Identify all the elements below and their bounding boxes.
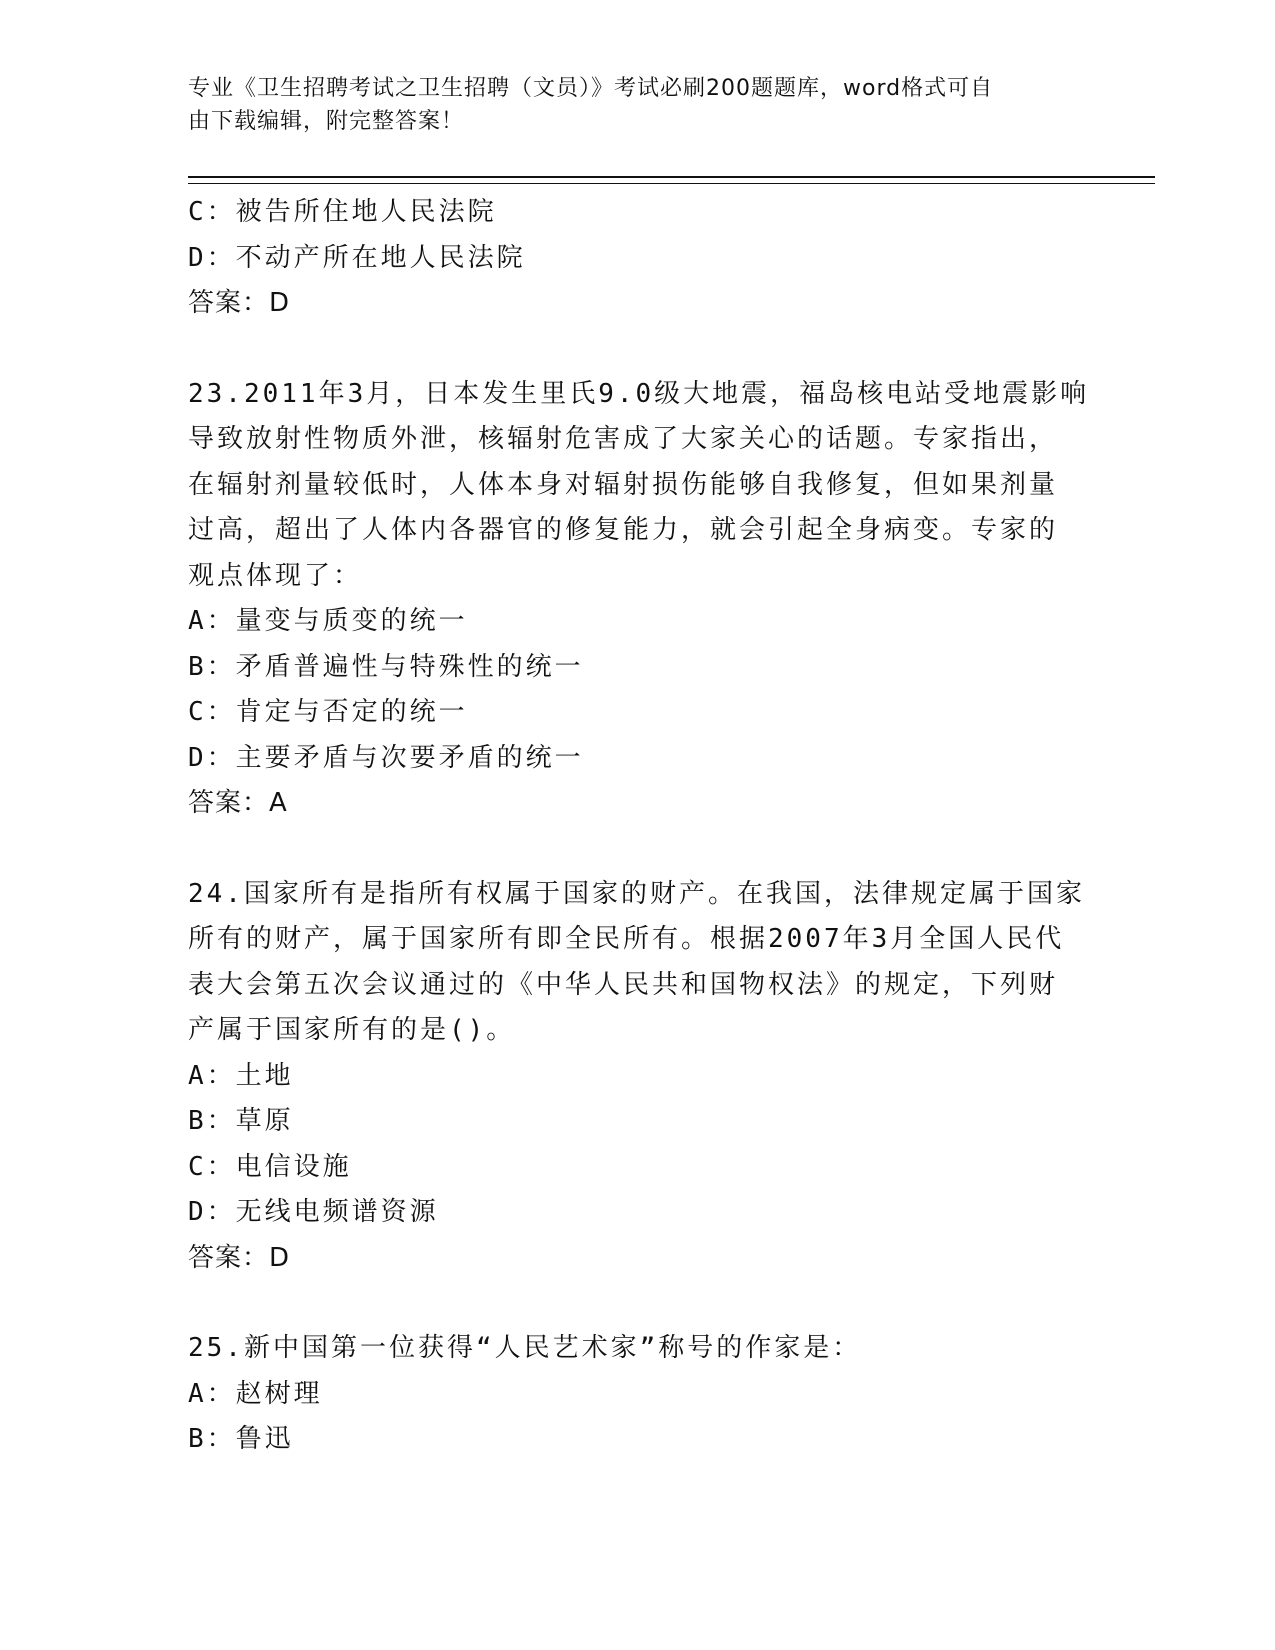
option-c: C：被告所住地人民法院 [188, 197, 497, 227]
document-header [188, 72, 1068, 138]
header-divider-thick [188, 176, 1155, 178]
question-25-option-a: A：赵树理 [188, 1378, 323, 1409]
question-24-answer: 答案：D [188, 1242, 291, 1273]
question-24-stem-line: 表大会第五次会议通过的《中华人民共和国物权法》的规定，下列财 [188, 969, 1059, 1000]
answer-line: 答案：D [188, 288, 291, 318]
spacer [188, 327, 1088, 372]
question-23-stem-line: 过高，超出了人体内各器官的修复能力，就会引起全身病变。专家的 [188, 515, 1059, 545]
question-content [188, 190, 1088, 1463]
question-23-option-a: A：量变与质变的统一 [188, 606, 468, 636]
spacer [188, 1281, 1088, 1326]
question-25-stem-line: 25.新中国第一位获得“人民艺术家”称号的作家是： [188, 1333, 862, 1363]
question-24-option-b: B：草原 [188, 1106, 294, 1136]
header-line-2: 由下载编辑，附完整答案！ [188, 109, 465, 134]
question-24-stem-line: 产属于国家所有的是()。 [188, 1015, 516, 1045]
option-d: D：不动产所在地人民法院 [188, 242, 526, 273]
header-line-1: 专业《卫生招聘考试之卫生招聘（文员）》考试必刷200题题库，word格式可自 [188, 76, 994, 101]
header-divider-thin [188, 183, 1155, 184]
question-23-option-d: D：主要矛盾与次要矛盾的统一 [188, 742, 584, 773]
question-23-stem-line: 观点体现了： [188, 560, 363, 591]
question-24-option-a: A：土地 [188, 1060, 294, 1091]
question-24-option-c: C：电信设施 [188, 1151, 352, 1182]
question-23-option-c: C：肯定与否定的统一 [188, 697, 468, 727]
spacer [188, 827, 1088, 872]
question-23-answer: 答案：A [188, 788, 288, 818]
question-24-stem-line: 所有的财产，属于国家所有即全民所有。根据2007年3月全国人民代 [188, 924, 1065, 954]
question-23-stem-line: 在辐射剂量较低时，人体本身对辐射损伤能够自我修复，但如果剂量 [188, 469, 1059, 500]
question-23-stem-line: 23.2011年3月，日本发生里氏9.0级大地震，福岛核电站受地震影响 [188, 378, 1090, 409]
question-24-option-d: D：无线电频谱资源 [188, 1197, 439, 1227]
question-25-option-b: B：鲁迅 [188, 1424, 294, 1454]
question-23-option-b: B：矛盾普遍性与特殊性的统一 [188, 651, 584, 682]
question-23-stem-line: 导致放射性物质外泄，核辐射危害成了大家关心的话题。专家指出， [188, 424, 1059, 454]
question-24-stem-line: 24.国家所有是指所有权属于国家的财产。在我国，法律规定属于国家 [188, 878, 1085, 909]
